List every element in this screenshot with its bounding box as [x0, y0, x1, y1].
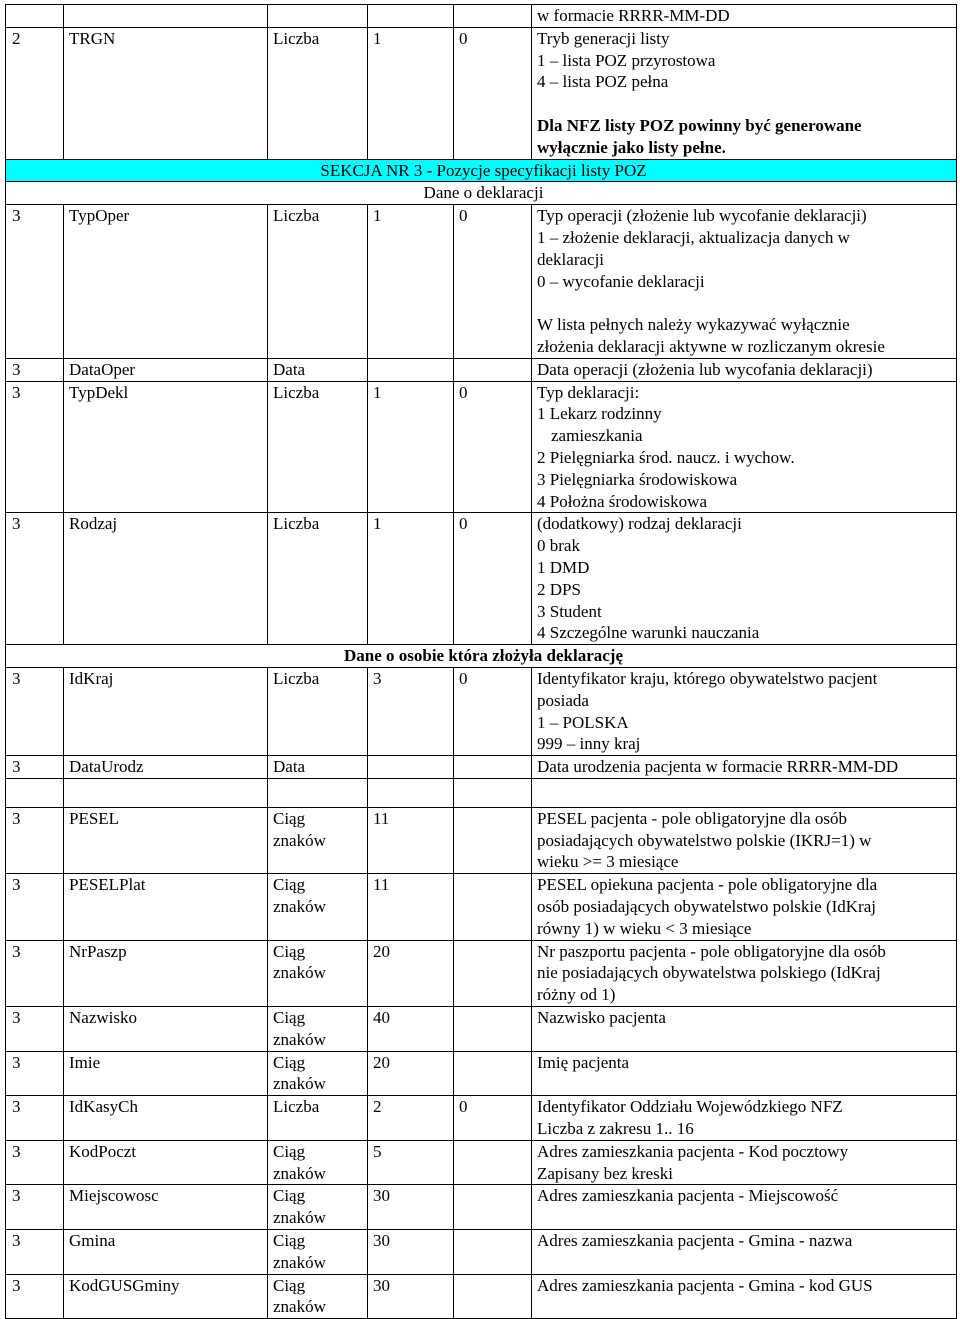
- type-cell: Liczba: [268, 205, 368, 359]
- description-cell-line: zamieszkania: [551, 426, 643, 446]
- description-cell-line: PESEL pacjenta - pole obligatoryjne dla osób: [537, 808, 848, 828]
- field-row-gmina: [6, 1230, 957, 1275]
- type-cell: Liczba: [268, 27, 368, 159]
- field-name-cell: DataUrodz: [64, 756, 268, 779]
- decimals-cell: [454, 807, 532, 873]
- length-cell: 1: [368, 205, 454, 359]
- level-cell: 3: [6, 1274, 64, 1319]
- field-name-cell: IdKraj: [64, 667, 268, 755]
- description-cell-line: (dodatkowy) rodzaj deklaracji: [537, 514, 742, 534]
- level-cell: 3: [6, 667, 64, 755]
- type-cell: [268, 1007, 368, 1052]
- type-cell-line: znaków: [273, 963, 326, 983]
- type-cell: [268, 1185, 368, 1230]
- description-cell-line: 1 Lekarz rodzinny: [537, 404, 662, 424]
- description-cell: [532, 205, 957, 359]
- description-cell: [532, 513, 957, 645]
- length-cell: [368, 756, 454, 779]
- type-cell: Liczba: [268, 1096, 368, 1141]
- field-row-kodpoczt: [6, 1140, 957, 1185]
- description-cell: [532, 667, 957, 755]
- description-cell-line: wieku >= 3 miesiące: [537, 852, 679, 872]
- description-cell: [532, 1051, 957, 1096]
- level-cell: 2: [6, 27, 64, 159]
- field-name-cell: PESELPlat: [64, 874, 268, 940]
- length-cell: 1: [368, 513, 454, 645]
- length-cell: 1: [368, 381, 454, 513]
- field-name-cell: TypOper: [64, 205, 268, 359]
- section-title-cell: SEKCJA NR 3 - Pozycje specyfikacji listy POZ: [6, 159, 957, 182]
- length-cell: 20: [368, 940, 454, 1006]
- empty-cell: [532, 778, 957, 807]
- level-cell: 3: [6, 874, 64, 940]
- subheading-person: [6, 645, 957, 668]
- length-cell: 2: [368, 1096, 454, 1141]
- type-cell-line: Ciąg: [273, 1141, 306, 1161]
- field-row-peselplat: [6, 874, 957, 940]
- description-cell: [532, 940, 957, 1006]
- description-cell-line: Dla NFZ listy POZ powinny być generowane: [537, 115, 862, 135]
- level-cell: 3: [6, 1007, 64, 1052]
- description-cell-line: 1 – POLSKA: [537, 712, 629, 732]
- description-cell-line: Liczba z zakresu 1.. 16: [537, 1119, 694, 1139]
- empty-cell: [454, 5, 532, 28]
- field-name-cell: KodGUSGminy: [64, 1274, 268, 1319]
- type-cell-line: znaków: [273, 1252, 326, 1272]
- empty-cell: [6, 778, 64, 807]
- length-cell: 40: [368, 1007, 454, 1052]
- description-cell-line: deklaracji: [537, 249, 605, 269]
- description-cell-line: Typ operacji (złożenie lub wycofanie deklaracji): [537, 206, 867, 226]
- decimals-cell: [454, 756, 532, 779]
- empty-cell: [64, 778, 268, 807]
- field-row-idkraj: [6, 667, 957, 755]
- description-cell-line: Identyfikator Oddziału Wojewódzkiego NFZ: [537, 1097, 843, 1117]
- continuation-row: [6, 5, 957, 28]
- empty-cell: [268, 778, 368, 807]
- type-cell-line: Ciąg: [273, 941, 306, 961]
- description-cell-line: W lista pełnych należy wykazywać wyłącznie: [537, 315, 850, 335]
- length-cell: 11: [368, 874, 454, 940]
- level-cell: 3: [6, 1230, 64, 1275]
- description-cell-line: Typ deklaracji:: [537, 382, 640, 402]
- spacer-row: [6, 778, 957, 807]
- description-cell: [532, 807, 957, 873]
- length-cell: 3: [368, 667, 454, 755]
- type-cell: Data: [268, 358, 368, 381]
- description-cell-line: 3 Pielęgniarka środowiskowa: [537, 469, 738, 489]
- field-name-cell: Rodzaj: [64, 513, 268, 645]
- description-cell-line: Adres zamieszkania pacjenta - Kod pocztowy: [537, 1141, 849, 1161]
- description-cell: [532, 1185, 957, 1230]
- decimals-cell: [454, 1140, 532, 1185]
- field-name-cell: NrPaszp: [64, 940, 268, 1006]
- description-cell-line: 4 Szczególne warunki nauczania: [537, 623, 760, 643]
- level-cell: 3: [6, 381, 64, 513]
- type-cell-line: Ciąg: [273, 1052, 306, 1072]
- field-row-nazwisko: [6, 1007, 957, 1052]
- empty-cell: [368, 5, 454, 28]
- description-cell-line: Adres zamieszkania pacjenta - Gmina - kod GUS: [537, 1275, 873, 1295]
- type-cell-line: znaków: [273, 1029, 326, 1049]
- type-cell: [268, 1230, 368, 1275]
- decimals-cell: [454, 874, 532, 940]
- length-cell: 30: [368, 1230, 454, 1275]
- field-row-kodgusgminy: [6, 1274, 957, 1319]
- type-cell: [268, 1274, 368, 1319]
- empty-cell: [64, 5, 268, 28]
- decimals-cell: 0: [454, 27, 532, 159]
- type-cell: Liczba: [268, 381, 368, 513]
- empty-cell: [454, 778, 532, 807]
- length-cell: 30: [368, 1185, 454, 1230]
- decimals-cell: 0: [454, 381, 532, 513]
- description-cell-line: Nazwisko pacjenta: [537, 1008, 666, 1028]
- type-cell: [268, 1140, 368, 1185]
- description-cell-line: Data urodzenia pacjenta w formacie RRRR-MM-DD: [537, 757, 899, 777]
- length-cell: 30: [368, 1274, 454, 1319]
- description-cell: [532, 1007, 957, 1052]
- type-cell-line: Ciąg: [273, 1186, 306, 1206]
- type-cell-line: znaków: [273, 897, 326, 917]
- field-name-cell: KodPoczt: [64, 1140, 268, 1185]
- decimals-cell: 0: [454, 205, 532, 359]
- type-cell-line: Ciąg: [273, 808, 306, 828]
- decimals-cell: [454, 1051, 532, 1096]
- description-cell-line: 4 Położna środowiskowa: [537, 491, 707, 511]
- field-row-rodzaj: [6, 513, 957, 645]
- field-name-cell: DataOper: [64, 358, 268, 381]
- length-cell: 1: [368, 27, 454, 159]
- description-cell-line: 4 – lista POZ pełna: [537, 72, 669, 92]
- description-cell: w formacie RRRR-MM-DD: [532, 5, 957, 28]
- description-cell-line: równy 1) w wieku < 3 miesiące: [537, 918, 752, 938]
- decimals-cell: [454, 940, 532, 1006]
- decimals-cell: [454, 1274, 532, 1319]
- empty-cell: [268, 5, 368, 28]
- decimals-cell: [454, 1007, 532, 1052]
- description-cell-line: Zapisany bez kreski: [537, 1163, 673, 1183]
- description-cell-line: 1 DMD: [537, 557, 590, 577]
- description-cell-line: Adres zamieszkania pacjenta - Miejscowość: [537, 1186, 839, 1206]
- type-cell-line: Ciąg: [273, 875, 306, 895]
- field-row-typdekl: [6, 381, 957, 513]
- description-cell: [532, 381, 957, 513]
- description-cell: [532, 1230, 957, 1275]
- description-cell: [532, 874, 957, 940]
- type-cell: Data: [268, 756, 368, 779]
- type-cell-line: znaków: [273, 1163, 326, 1183]
- level-cell: 3: [6, 513, 64, 645]
- level-cell: 3: [6, 205, 64, 359]
- field-name-cell: TypDekl: [64, 381, 268, 513]
- level-cell: 3: [6, 940, 64, 1006]
- description-cell-line: Adres zamieszkania pacjenta - Gmina - nazwa: [537, 1231, 853, 1251]
- type-cell-line: znaków: [273, 1297, 326, 1317]
- subheading-person-cell: Dane o osobie która złożyła deklarację: [6, 645, 957, 668]
- level-cell: 3: [6, 1185, 64, 1230]
- description-cell-line: PESEL opiekuna pacjenta - pole obligatoryjne dla: [537, 875, 878, 895]
- section-title: [6, 159, 957, 182]
- type-cell: [268, 940, 368, 1006]
- type-cell-line: znaków: [273, 1208, 326, 1228]
- description-cell-line: nie posiadających obywatelstwa polskiego (IdKraj: [537, 963, 881, 983]
- field-row-imie: [6, 1051, 957, 1096]
- description-cell: [532, 1274, 957, 1319]
- type-cell-line: Ciąg: [273, 1008, 306, 1028]
- description-cell-line: 0 brak: [537, 536, 580, 556]
- field-name-cell: Nazwisko: [64, 1007, 268, 1052]
- field-row-idkasych: [6, 1096, 957, 1141]
- description-cell-line: 2 Pielęgniarka środ. naucz. i wychow.: [537, 447, 795, 467]
- description-cell-line: Nr paszportu pacjenta - pole obligatoryjne dla osób: [537, 941, 886, 961]
- description-cell-line: Data operacji (złożenia lub wycofania deklaracji): [537, 359, 873, 379]
- description-cell-line: posiada: [537, 690, 589, 710]
- level-cell: 3: [6, 756, 64, 779]
- description-cell: [532, 27, 957, 159]
- empty-cell: [368, 778, 454, 807]
- decimals-cell: [454, 1185, 532, 1230]
- type-cell-line: Ciąg: [273, 1275, 306, 1295]
- length-cell: 11: [368, 807, 454, 873]
- description-cell-line: 999 – inny kraj: [537, 734, 641, 754]
- type-cell: [268, 1051, 368, 1096]
- description-cell-line: Imię pacjenta: [537, 1052, 630, 1072]
- description-cell-line: Tryb generacji listy: [537, 28, 670, 48]
- field-spec-table: [5, 4, 957, 1319]
- description-cell-line: różny od 1): [537, 985, 616, 1005]
- description-cell-line: złożenia deklaracji aktywne w rozliczanym okresie: [537, 336, 885, 356]
- type-cell-line: znaków: [273, 830, 326, 850]
- field-name-cell: PESEL: [64, 807, 268, 873]
- type-cell: Liczba: [268, 513, 368, 645]
- decimals-cell: 0: [454, 513, 532, 645]
- field-row-nrpaszp: [6, 940, 957, 1006]
- description-cell-line: [537, 292, 956, 314]
- field-row-miejscowosc: [6, 1185, 957, 1230]
- subheading-declaration: [6, 182, 957, 205]
- level-cell: 3: [6, 1140, 64, 1185]
- type-cell: [268, 874, 368, 940]
- description-cell: [532, 756, 957, 779]
- description-cell-line: 2 DPS: [537, 579, 581, 599]
- description-cell-line: 1 – lista POZ przyrostowa: [537, 50, 716, 70]
- description-cell-line: osób posiadających obywatelstwo polskie (IdKraj: [537, 897, 876, 917]
- description-cell-line: 0 – wycofanie deklaracji: [537, 271, 705, 291]
- level-cell: 3: [6, 807, 64, 873]
- field-row-typoper: [6, 205, 957, 359]
- description-cell-line: posiadających obywatelstwo polskie (IKRJ=1) w: [537, 830, 872, 850]
- field-name-cell: TRGN: [64, 27, 268, 159]
- type-cell-line: znaków: [273, 1074, 326, 1094]
- length-cell: 5: [368, 1140, 454, 1185]
- decimals-cell: [454, 358, 532, 381]
- decimals-cell: 0: [454, 1096, 532, 1141]
- description-cell-line: 1 – złożenie deklaracji, aktualizacja danych w: [537, 227, 850, 247]
- empty-cell: [6, 5, 64, 28]
- description-cell: [532, 1096, 957, 1141]
- field-name-cell: IdKasyCh: [64, 1096, 268, 1141]
- type-cell-line: Ciąg: [273, 1231, 306, 1251]
- length-cell: 20: [368, 1051, 454, 1096]
- description-cell-line: Identyfikator kraju, którego obywatelstwo pacjent: [537, 668, 878, 688]
- field-row-trgn: [6, 27, 957, 159]
- decimals-cell: [454, 1230, 532, 1275]
- level-cell: 3: [6, 1051, 64, 1096]
- description-cell: [532, 1140, 957, 1185]
- field-name-cell: Miejscowosc: [64, 1185, 268, 1230]
- description-cell-line: wyłącznie jako listy pełne.: [537, 137, 726, 157]
- field-row-dataoper: [6, 358, 957, 381]
- length-cell: [368, 358, 454, 381]
- decimals-cell: 0: [454, 667, 532, 755]
- field-row-pesel: [6, 807, 957, 873]
- type-cell: [268, 807, 368, 873]
- level-cell: 3: [6, 1096, 64, 1141]
- level-cell: 3: [6, 358, 64, 381]
- description-cell-line: 3 Student: [537, 601, 602, 621]
- subheading-declaration-cell: Dane o deklaracji: [6, 182, 957, 205]
- description-cell: [532, 358, 957, 381]
- description-cell-line: [537, 93, 956, 115]
- field-name-cell: Imie: [64, 1051, 268, 1096]
- field-name-cell: Gmina: [64, 1230, 268, 1275]
- type-cell: Liczba: [268, 667, 368, 755]
- field-row-dataurodz: [6, 756, 957, 779]
